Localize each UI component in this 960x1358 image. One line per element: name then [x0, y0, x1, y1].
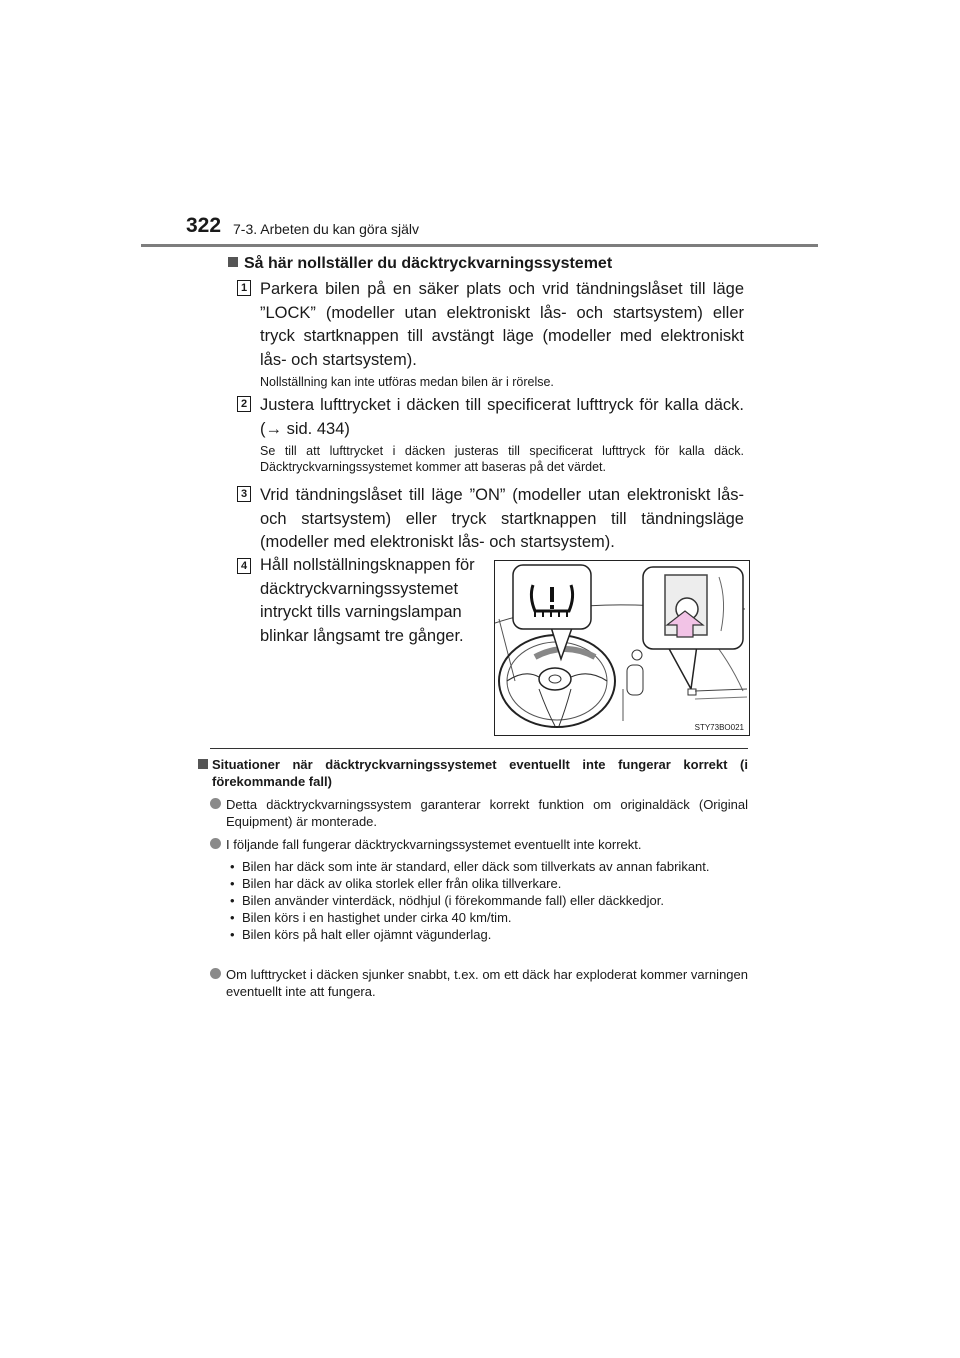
- square-bullet-icon: [198, 759, 208, 769]
- situations-heading-text: Situationer när däcktryckvarningssystemet eventuellt inte fungerar korrekt (i förekommande fall): [212, 757, 748, 789]
- dashboard-illustration: [494, 560, 750, 736]
- list-item: • Bilen körs i en hastighet under cirka 40 km/tim.: [228, 909, 748, 926]
- dashboard-drawing: [495, 561, 749, 735]
- step-1-note: Nollställning kan inte utföras medan bilen är i rörelse.: [260, 375, 554, 389]
- circle-bullet-icon: [210, 798, 221, 809]
- square-bullet-icon: [228, 257, 238, 267]
- situations-item-1: [226, 796, 748, 830]
- section-divider: [210, 748, 748, 749]
- circle-bullet-icon: [210, 838, 221, 849]
- step-2-text: Justera lufttrycket i däcken till specificerat lufttryck för kalla däck. (→ sid. 434): [260, 396, 744, 438]
- situations-item-2: [226, 836, 748, 853]
- step-1-text: Parkera bilen på en säker plats och vrid tändningslåset till läge ”LOCK” (modeller utan elektroniskt lås- och startsystem) eller tryck startknappen till avstängt läge (modeller med elektroniskt lås- och startsystem).: [260, 280, 744, 369]
- circle-bullet-icon: [210, 968, 221, 979]
- step-number-1: 1: [237, 280, 251, 296]
- step-2-note: Se till att lufttrycket i däcken justeras till specificerat lufttryck för kalla däck. Däcktryckvarningssystemet kommer att baseras på det värdet.: [260, 444, 744, 474]
- situations-item-2-text: I följande fall fungerar däcktryckvarningssystemet eventuellt inte korrekt.: [226, 837, 642, 852]
- situations-heading: [212, 756, 748, 790]
- section-title: 7-3. Arbeten du kan göra själv: [233, 221, 420, 237]
- situations-bullet-list: [228, 858, 748, 943]
- header-rule: [141, 244, 818, 247]
- step-3-text: Vrid tändningslåset till läge ”ON” (modeller utan elektroniskt lås- och startsystem) eller tryck startknappen till tändningsläge (modeller med elektroniskt lås- och startsystem).: [260, 486, 744, 551]
- reset-heading: [228, 255, 612, 273]
- list-item: • Bilen använder vinterdäck, nödhjul (i förekommande fall) eller däckkedjor.: [228, 892, 748, 909]
- step-number-4: 4: [237, 558, 251, 574]
- list-item: • Bilen körs på halt eller ojämnt vägunderlag.: [228, 926, 748, 943]
- step-number-2: 2: [237, 396, 251, 412]
- page-number: 322: [186, 214, 222, 237]
- step-number-3: 3: [237, 486, 251, 502]
- situations-item-1-text: Detta däcktryckvarningssystem garanterar korrekt funktion om originaldäck (Original Equipment) är monterade.: [226, 797, 748, 829]
- list-item: • Bilen har däck som inte är standard, eller däck som tillverkats av annan fabrikant.: [228, 858, 748, 875]
- reset-heading-text: Så här nollställer du däcktryckvarningssystemet: [244, 255, 613, 272]
- situations-item-3-text: Om lufttrycket i däcken sjunker snabbt, t.ex. om ett däck har exploderat kommer varningen eventuellt inte att fungera.: [226, 967, 748, 999]
- situations-item-3: [226, 966, 748, 1000]
- list-item: • Bilen har däck av olika storlek eller från olika tillverkare.: [228, 875, 748, 892]
- step-4-text: Håll nollställningsknappen för däcktryckvarningssystemet intryckt tills varningslampan blinkar långsamt tre gånger.: [260, 556, 475, 645]
- figure-code: STY73BO021: [694, 723, 744, 732]
